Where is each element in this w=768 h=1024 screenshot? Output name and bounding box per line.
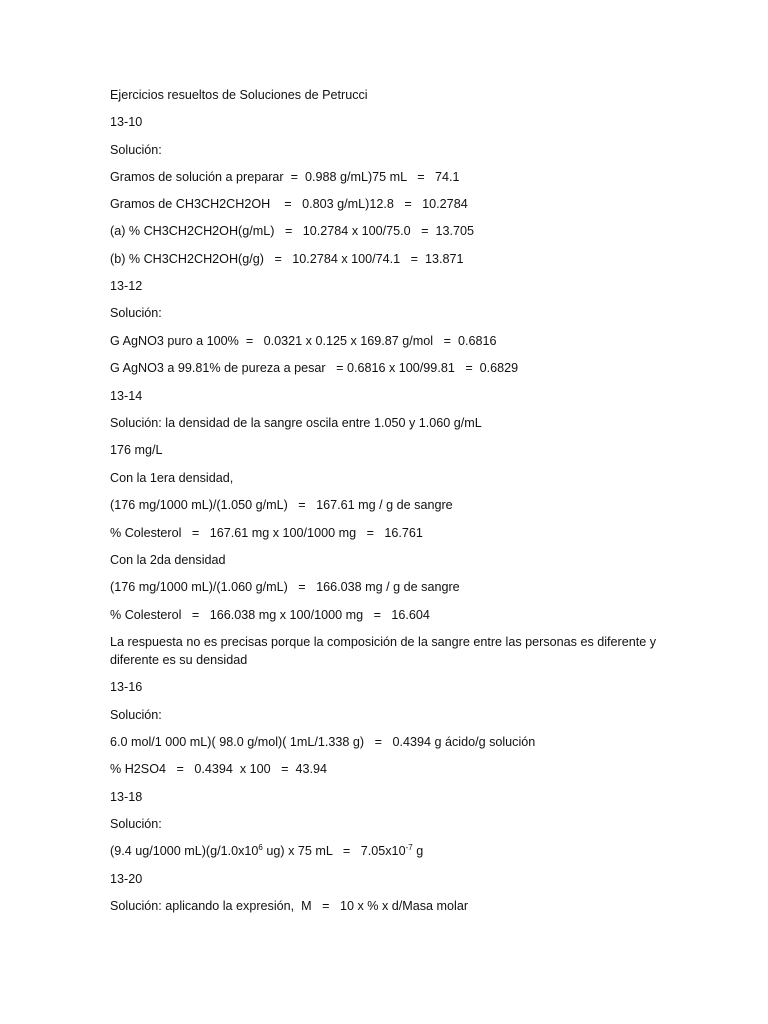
paragraph: La respuesta no es precisas porque la composición de la sangre entre las personas es diferente y diferente es su densidad [110, 635, 657, 667]
solution-label: Solución: [110, 143, 162, 157]
equation-line: (a) % CH3CH2CH2OH(g/mL) = 10.2784 x 100/75.0 = 13.705 [110, 224, 475, 238]
problem-number: 13-12 [110, 279, 143, 293]
equation-line: Gramos de solución a preparar = 0.988 g/mL)75 mL = 74.1 [110, 170, 460, 184]
text-line: Con la 2da densidad [110, 553, 226, 567]
exponent: -7 [405, 842, 413, 852]
solution-label: Solución: [110, 708, 162, 722]
equation-part: g [412, 844, 424, 858]
equation-line: % Colesterol = 167.61 mg x 100/1000 mg = 16.761 [110, 526, 423, 540]
text-line: Con la 1era densidad, [110, 471, 234, 485]
solution-text: Solución: la densidad de la sangre oscila entre 1.050 y 1.060 g/mL [110, 416, 482, 430]
equation-line: Gramos de CH3CH2CH2OH = 0.803 g/mL)12.8 = 10.2784 [110, 197, 468, 211]
problem-number: 13-14 [110, 389, 143, 403]
equation-line: (176 mg/1000 mL)/(1.050 g/mL) = 167.61 mg / g de sangre [110, 498, 453, 512]
equation-line: % Colesterol = 166.038 mg x 100/1000 mg = 16.604 [110, 608, 430, 622]
equation-line: 6.0 mol/1 000 mL)( 98.0 g/mol)( 1mL/1.338 g) = 0.4394 g ácido/g solución [110, 735, 536, 749]
exponent: 6 [258, 842, 263, 852]
equation-line: G AgNO3 puro a 100% = 0.0321 x 0.125 x 169.87 g/mol = 0.6816 [110, 334, 497, 348]
equation-line: (b) % CH3CH2CH2OH(g/g) = 10.2784 x 100/74.1 = 13.871 [110, 252, 464, 266]
problem-number: 13-20 [110, 872, 143, 886]
text-line: 176 mg/L [110, 443, 163, 457]
problem-number: 13-10 [110, 115, 143, 129]
equation-part: ug) x 75 mL = 7.05x10 [262, 844, 406, 858]
equation-part: (9.4 ug/1000 mL)(g/1.0x10 [110, 844, 259, 858]
equation-line: (176 mg/1000 mL)/(1.060 g/mL) = 166.038 mg / g de sangre [110, 580, 460, 594]
solution-text: Solución: aplicando la expresión, M = 10 x % x d/Masa molar [110, 899, 469, 913]
equation-line [110, 842, 670, 860]
solution-label: Solución: [110, 817, 162, 831]
problem-number: 13-18 [110, 790, 143, 804]
problem-number: 13-16 [110, 680, 143, 694]
solution-label: Solución: [110, 306, 162, 320]
equation-line: % H2SO4 = 0.4394 x 100 = 43.94 [110, 762, 328, 776]
equation-line: G AgNO3 a 99.81% de pureza a pesar = 0.6816 x 100/99.81 = 0.6829 [110, 361, 519, 375]
document-title: Ejercicios resueltos de Soluciones de Petrucci [110, 88, 368, 102]
